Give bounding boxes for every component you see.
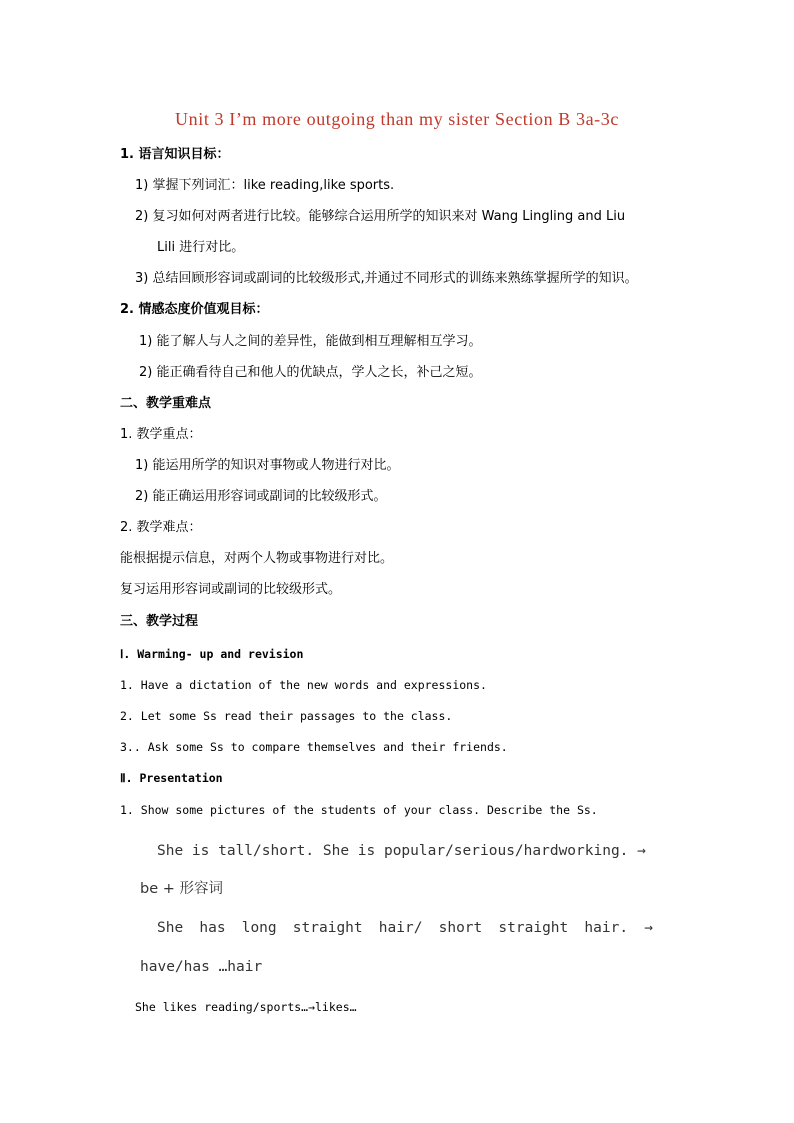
list-item: 1. Show some pictures of the students of your class. Describe the Ss. bbox=[120, 803, 598, 817]
list-item: 2) 复习如何对两者进行比较。能够综合运用所学的知识来对 Wang Lingling and Liu bbox=[135, 209, 626, 224]
word: hair/ bbox=[378, 920, 423, 936]
paragraph: 能根据提示信息，对两个人物或事物进行对比。 bbox=[120, 551, 394, 566]
list-item: 1. Have a dictation of the new words and expressions. bbox=[120, 678, 487, 692]
word: long bbox=[241, 920, 277, 936]
list-item: 2. Let some Ss read their passages to the class. bbox=[120, 709, 453, 723]
step-heading-presentation: Ⅱ. Presentation bbox=[120, 771, 223, 785]
word: short bbox=[438, 920, 483, 936]
section-heading-key-points: 二、教学重难点 bbox=[120, 396, 212, 411]
list-item: 1) 掌握下列词汇：like reading,like sports. bbox=[135, 178, 395, 193]
subheading-difficult-points: 2. 教学难点： bbox=[120, 520, 202, 535]
list-item: 3) 总结回顾形容词或副词的比较级形式,并通过不同形式的训练来熟练掌握所学的知识。 bbox=[135, 271, 638, 286]
word: has bbox=[199, 920, 226, 936]
word: hair. bbox=[584, 920, 629, 936]
section-heading-teaching-process: 三、教学过程 bbox=[120, 614, 199, 629]
list-item: 2) 能正确看待自己和他人的优缺点，学人之长，补己之短。 bbox=[139, 365, 482, 380]
list-item-continued: Lili 进行对比。 bbox=[157, 240, 245, 255]
example-sentence-justified bbox=[157, 918, 653, 938]
word: straight bbox=[498, 920, 569, 936]
example-note: be + 形容词 bbox=[140, 881, 223, 897]
paragraph: 复习运用形容词或副词的比较级形式。 bbox=[120, 582, 342, 597]
subheading-key-points: 1. 教学重点： bbox=[120, 427, 202, 442]
document-title: Unit 3 I’m more outgoing than my sister Section B 3a-3c bbox=[175, 109, 619, 129]
list-item: 3.. Ask some Ss to compare themselves and their friends. bbox=[120, 740, 508, 754]
word: She bbox=[157, 920, 184, 936]
example-sentence: She is tall/short. She is popular/serious/hardworking. → bbox=[157, 843, 646, 859]
example-note: have/has …hair bbox=[140, 959, 263, 975]
arrow: → bbox=[644, 920, 653, 936]
step-heading-warming-up: Ⅰ. Warming- up and revision bbox=[120, 647, 304, 661]
word: straight bbox=[292, 920, 363, 936]
list-item: 1) 能了解人与人之间的差异性，能做到相互理解相互学习。 bbox=[139, 334, 482, 349]
example-sentence: She likes reading/sports…→likes… bbox=[135, 1000, 357, 1014]
list-item: 2) 能正确运用形容词或副词的比较级形式。 bbox=[135, 489, 387, 504]
section-heading-emotion-goals: 2. 情感态度价值观目标： bbox=[120, 302, 269, 317]
section-heading-language-goals: 1. 语言知识目标： bbox=[120, 147, 230, 162]
list-item: 1) 能运用所学的知识对事物或人物进行对比。 bbox=[135, 458, 400, 473]
